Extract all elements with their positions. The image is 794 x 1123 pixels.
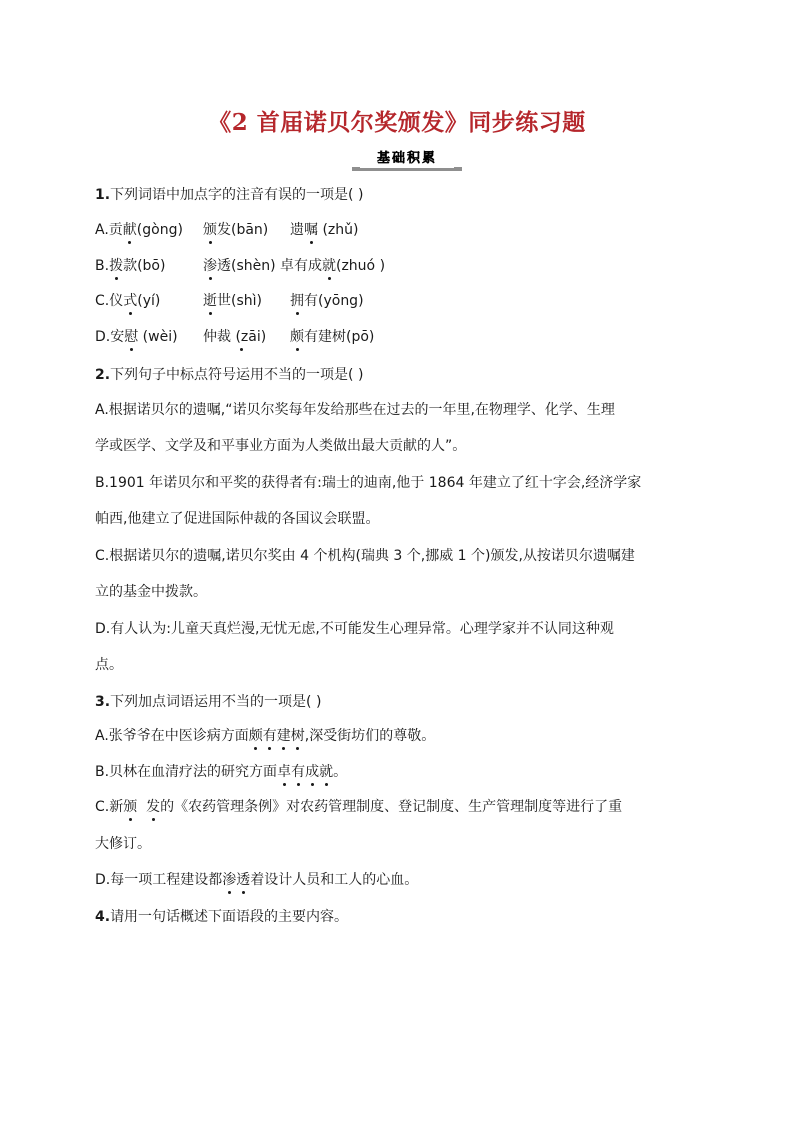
- question-number: 3.: [95, 694, 111, 710]
- dotted-word: 颁 发: [123, 799, 161, 815]
- question-3-stem: [95, 692, 321, 712]
- q3-option-b: B.贝林在血清疗法的研究方面卓有成就。: [95, 764, 348, 780]
- question-2-stem: [95, 365, 363, 385]
- page-title: 《2 首届诺贝尔奖颁发》同步练习题: [208, 109, 586, 136]
- document-page: 《2 首届诺贝尔奖颁发》同步练习题 基础积累 1.下列词语中加点字的注音有误的一项是( ) A.贡献(gòng) 颁发(bān) 遗嘱 (zhǔ) B.拨款(bō) 渗透(shèn) 卓有成就(zhuó ) C.仪式(yí) 逝世(shì) 拥有(yōng) D.安慰 (wèi) 仲裁 (zāi) 颇有建树(pō) 2.下列句子中标点符号运用不当的一项是( ) A.根据诺贝尔的遗嘱,“诺贝尔奖每年发给那些在过去的一年里,在物理学、化学、生理 学或医学、文学及和平事业方面为人类做出最大贡献的人”。 B.1901 年诺贝尔和平奖的获得者有:瑞士的迪南,他于 1864 年建立了红十字会,经济学家 帕西,他建立了促进国际仲裁的各国议会联盟。 C.根据诺贝尔的遗嘱,诺贝尔奖由 4 个机构(瑞典 3 个,挪威 1 个)颁发,从按诺贝尔遗嘱建 立的基金中拨款。 D.有人认为:儿童天真烂漫,无忧无虑,不可能发生心理异常。心理学家并不认同这种观 点。 3.下列加点词语运用不当的一项是( ) A.张爷爷在中医诊病方面颇有建树,深受街坊们的尊敬。 B.贝林在血清疗法的研究方面卓有成就。 C.新颁 发的《农药管理条例》对农药管理制度、登记制度、生产管理制度等进行了重 大修订。 D.每一项工程建设都渗透着设计人员和工人的心血。 4.请用一句话概述下面语段的主要内容。: [0, 0, 794, 1123]
- question-text: 下列加点词语运用不当的一项是( ): [110, 694, 322, 710]
- question-number: 2.: [95, 367, 111, 383]
- q3-option-c-line-2: 大修订。: [95, 836, 151, 852]
- q3-option-d: D.每一项工程建设都渗透着设计人员和工人的心血。: [95, 872, 419, 888]
- dotted-word: 颇有建树: [248, 728, 305, 744]
- question-text: 下列句子中标点符号运用不当的一项是( ): [110, 367, 364, 383]
- question-1-stem: [95, 185, 363, 205]
- question-number: 1.: [95, 187, 111, 203]
- question-text: 下列词语中加点字的注音有误的一项是( ): [110, 187, 364, 203]
- section-badge: [352, 151, 462, 171]
- q2-option-a-line-1: A.根据诺贝尔的遗嘱,“诺贝尔奖每年发给那些在过去的一年里,在物理学、化学、生理: [95, 402, 615, 418]
- dotted-word: 渗透: [222, 872, 251, 888]
- question-number: 4.: [95, 909, 111, 925]
- q2-option-c-line-1: C.根据诺贝尔的遗嘱,诺贝尔奖由 4 个机构(瑞典 3 个,挪威 1 个)颁发,从按诺贝尔遗嘱建: [95, 548, 635, 564]
- question-text: 请用一句话概述下面语段的主要内容。: [110, 909, 349, 925]
- question-4-stem: [95, 907, 348, 927]
- q2-option-c-line-2: 立的基金中拨款。: [95, 584, 207, 600]
- q2-option-b-line-1: B.1901 年诺贝尔和平奖的获得者有:瑞士的迪南,他于 1864 年建立了红十字会,经济学家: [95, 475, 642, 491]
- q2-option-d-line-1: D.有人认为:儿童天真烂漫,无忧无虑,不可能发生心理异常。心理学家并不认同这种观: [95, 621, 614, 637]
- q2-option-b-line-2: 帕西,他建立了促进国际仲裁的各国议会联盟。: [95, 511, 380, 527]
- section-label: 基础积累: [376, 151, 437, 166]
- q2-option-d-line-2: 点。: [95, 657, 123, 673]
- dotted-word: 卓有成就: [277, 764, 334, 780]
- q2-option-a-line-2: 学或医学、文学及和平事业方面为人类做出最大贡献的人”。: [95, 438, 467, 454]
- q3-option-c-line-1: C.新颁 发的《农药管理条例》对农药管理制度、登记制度、生产管理制度等进行了重: [95, 799, 623, 815]
- q3-option-a: A.张爷爷在中医诊病方面颇有建树,深受街坊们的尊敬。: [95, 728, 436, 744]
